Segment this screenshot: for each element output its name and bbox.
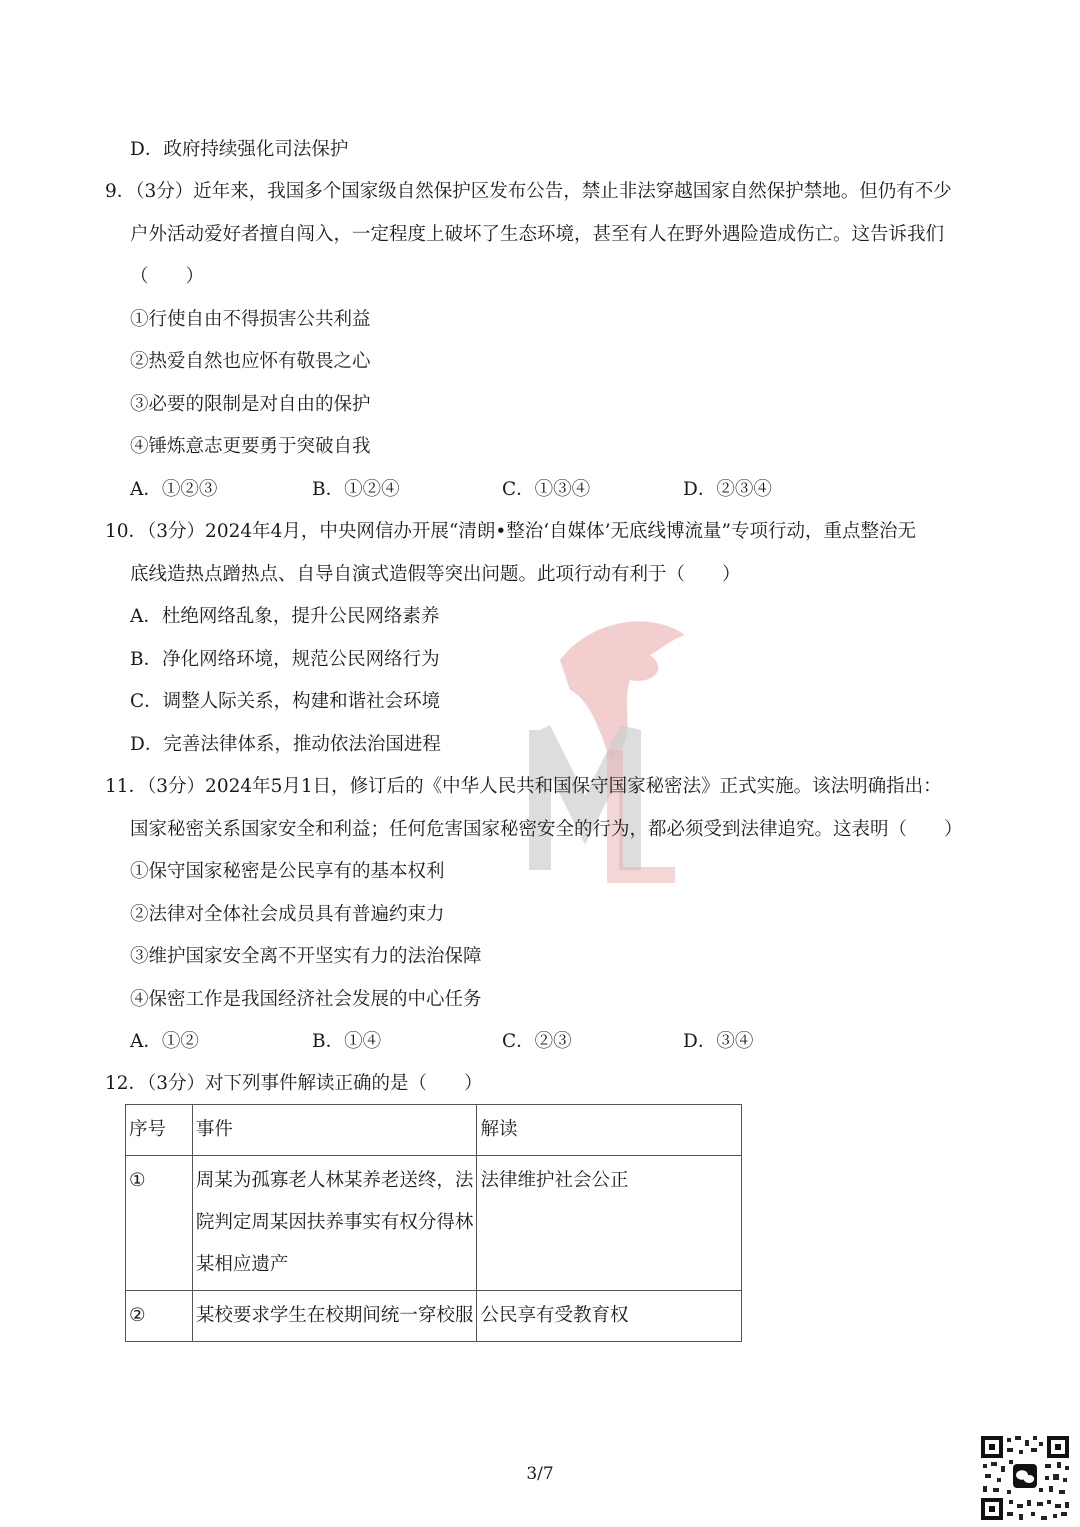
q11-stem-line2: 国家秘密关系国家安全和利益；任何危害国家秘密安全的行为，都必须受到法律追究。这表明（ ） — [130, 819, 963, 840]
q10-option-b: B．净化网络环境，规范公民网络行为 — [130, 649, 440, 670]
q10-stem-line1: 10．（3分）2024年4月，中央网信办开展“清朗•整治‘自媒体’无底线博流量”专项行动，重点整治无 — [105, 521, 917, 542]
q10-option-d: D．完善法律体系，推动依法治国进程 — [130, 734, 441, 755]
dragon-watermark-logo — [500, 600, 700, 900]
q11-stem-line1: 11．（3分）2024年5月1日，修订后的《中华人民共和国保守国家秘密法》正式实施。该法明确指出： — [105, 776, 942, 797]
table-header-event: 事件 — [192, 1105, 477, 1156]
q11-option-a: A．①② — [130, 1031, 199, 1052]
q9-item-1: ①行使自由不得损害公共利益 — [130, 309, 371, 330]
qr-code-icon — [979, 1434, 1071, 1522]
page-number: 3/7 — [526, 1464, 554, 1484]
q9-option-b: B．①②④ — [312, 479, 400, 500]
table-cell-interpretation: 公民享有受教育权 — [477, 1291, 742, 1342]
table-header-interpretation: 解读 — [477, 1105, 742, 1156]
q9-option-a: A．①②③ — [130, 479, 218, 500]
table-row — [126, 1156, 742, 1291]
q9-option-d: D．②③④ — [683, 479, 772, 500]
table-header-index: 序号 — [126, 1105, 193, 1156]
q11-option-c: C．②③ — [502, 1031, 572, 1052]
q11-item-4: ④保密工作是我国经济社会发展的中心任务 — [130, 989, 482, 1010]
q10-option-a: A．杜绝网络乱象，提升公民网络素养 — [130, 606, 440, 627]
q12-stem: 12．（3分）对下列事件解读正确的是（ ） — [105, 1073, 483, 1094]
table-cell-event: 周某为孤寡老人林某养老送终，法院判定周某因扶养事实有权分得林某相应遗产 — [192, 1156, 477, 1291]
table-row — [126, 1291, 742, 1342]
q9-blank: （ ） — [130, 266, 205, 287]
q10-stem-line2: 底线造热点蹭热点、自导自演式造假等突出问题。此项行动有利于（ ） — [130, 564, 741, 585]
table-cell-event: 某校要求学生在校期间统一穿校服 — [192, 1291, 477, 1342]
q8-option-d: D．政府持续强化司法保护 — [130, 139, 349, 160]
q12-events-table — [125, 1104, 742, 1342]
q9-item-2: ②热爱自然也应怀有敬畏之心 — [130, 351, 371, 372]
q11-option-b: B．①④ — [312, 1031, 382, 1052]
q9-item-4: ④锤炼意志更要勇于突破自我 — [130, 436, 371, 457]
q11-option-d: D．③④ — [683, 1031, 754, 1052]
table-cell-index: ② — [126, 1291, 193, 1342]
q9-option-c: C．①③④ — [502, 479, 591, 500]
table-header-row — [126, 1105, 742, 1156]
q9-stem-line1: 9．（3分）近年来，我国多个国家级自然保护区发布公告，禁止非法穿越国家自然保护禁地。但仍有不少 — [105, 181, 952, 202]
q10-option-c: C．调整人际关系，构建和谐社会环境 — [130, 691, 441, 712]
q9-stem-line2: 户外活动爱好者擅自闯入，一定程度上破坏了生态环境，甚至有人在野外遇险造成伤亡。这告诉我们 — [130, 224, 945, 245]
table-cell-index: ① — [126, 1156, 193, 1291]
table-cell-interpretation: 法律维护社会公正 — [477, 1156, 742, 1291]
q9-item-3: ③必要的限制是对自由的保护 — [130, 394, 371, 415]
q11-item-1: ①保守国家秘密是公民享有的基本权利 — [130, 861, 445, 882]
q11-item-3: ③维护国家安全离不开坚实有力的法治保障 — [130, 946, 482, 967]
q11-item-2: ②法律对全体社会成员具有普遍约束力 — [130, 904, 445, 925]
